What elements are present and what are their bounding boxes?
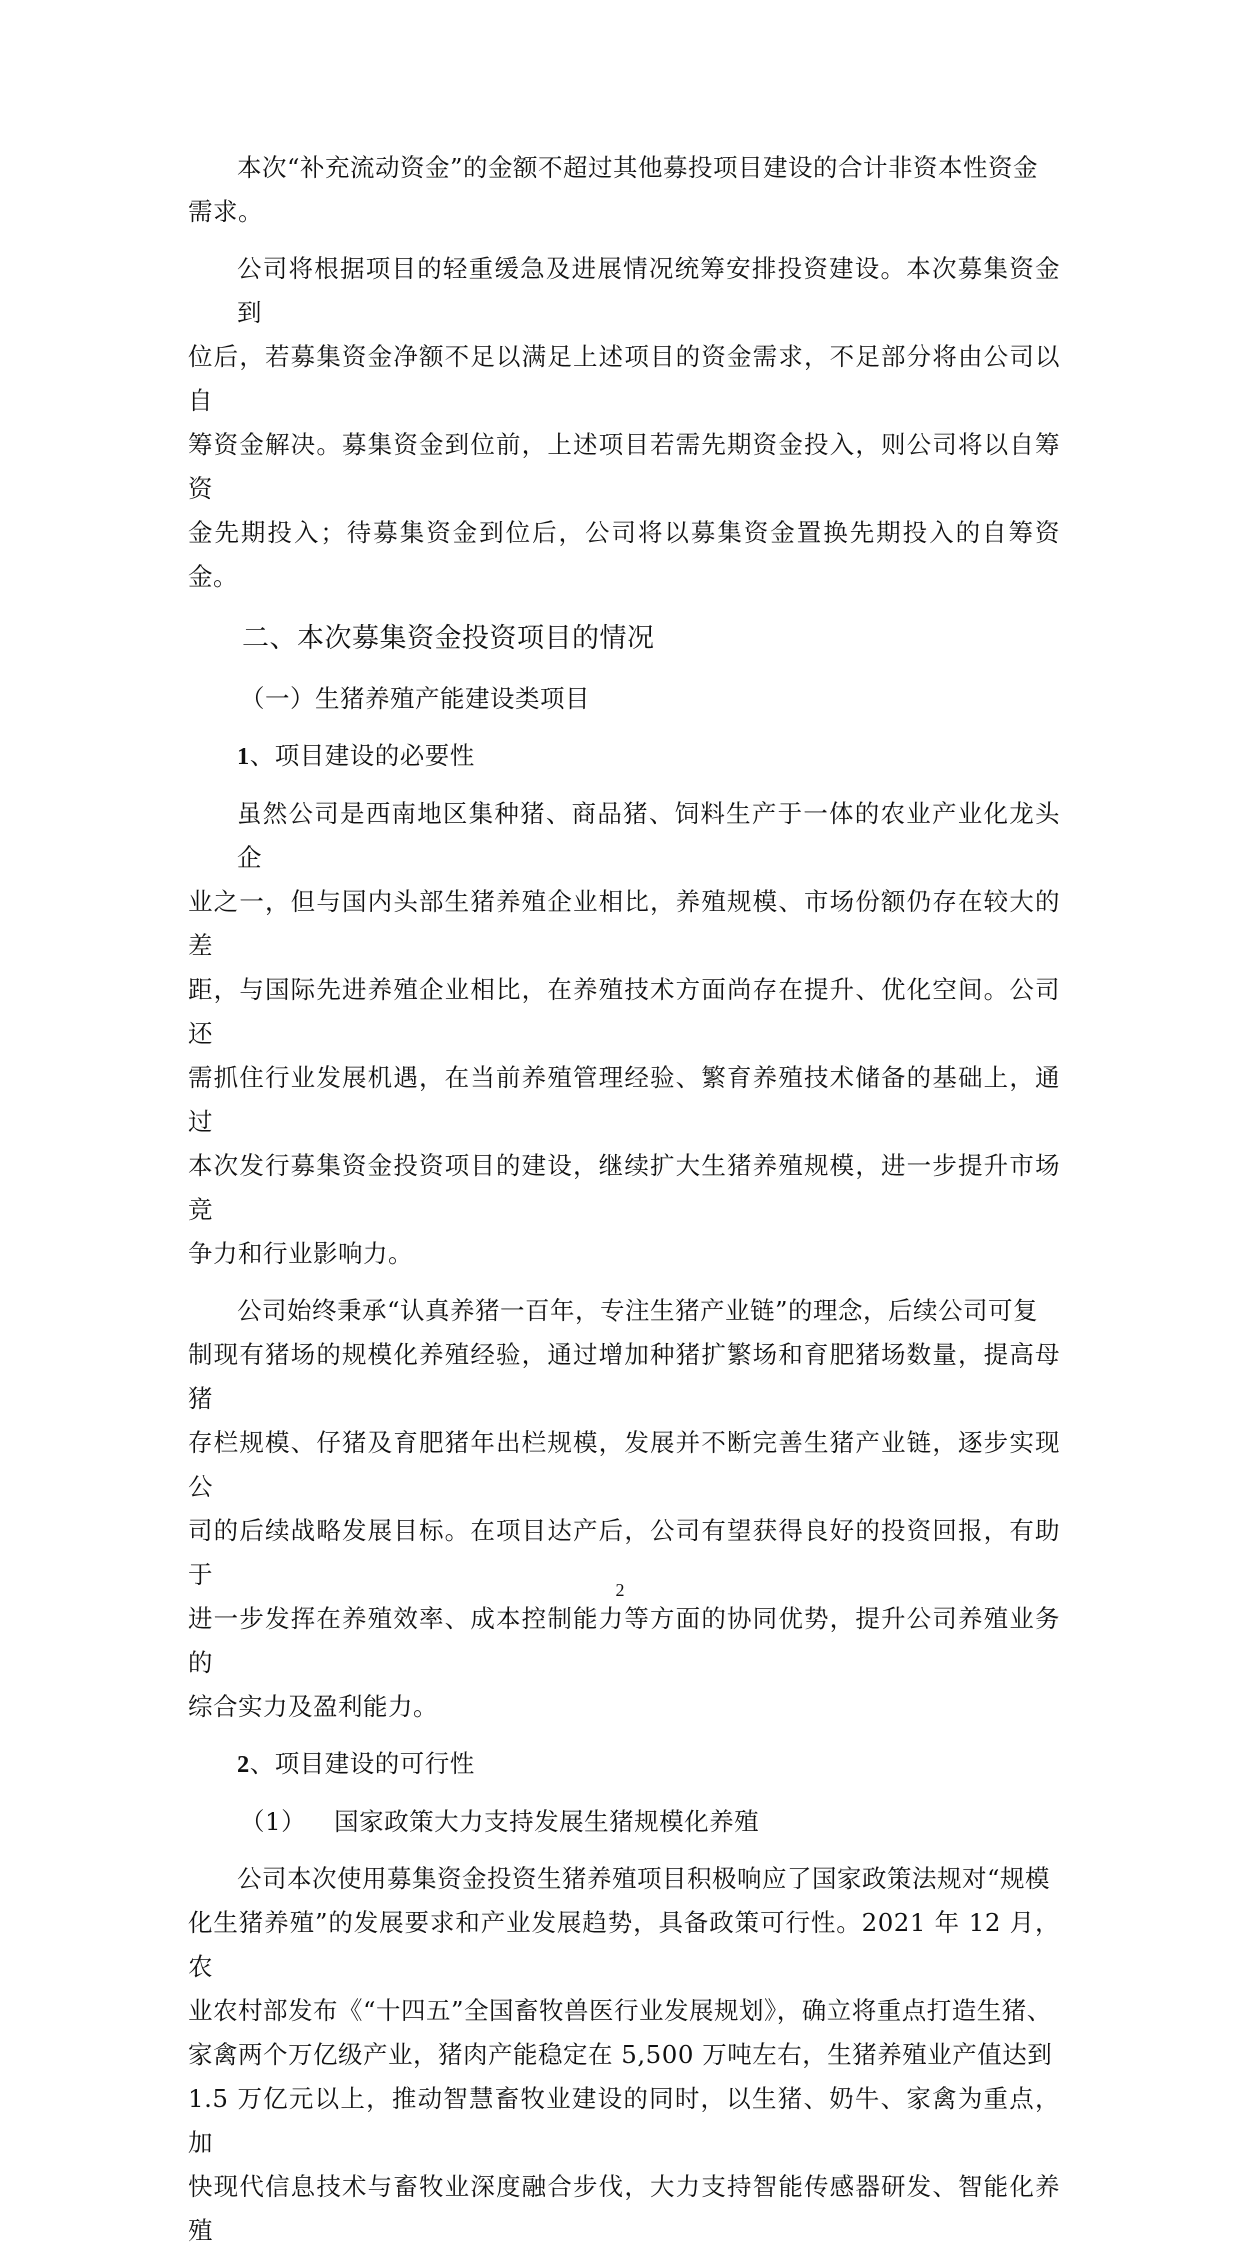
text-line: 进一步发挥在养殖效率、成本控制能力等方面的协同优势，提升公司养殖业务的	[188, 1604, 1060, 1677]
text-line: 快现代信息技术与畜牧业深度融合步伐，大力支持智能传感器研发、智能化养殖	[188, 2172, 1060, 2245]
text-line: 业之一，但与国内头部生猪养殖企业相比，养殖规模、市场份额仍存在较大的差	[188, 887, 1060, 960]
item-heading-necessity	[188, 734, 1060, 779]
text-line: 业农村部发布《“十四五”全国畜牧兽医行业发展规划》，确立将重点打造生猪、	[188, 1996, 1052, 2025]
paragraph-policy	[188, 1857, 1060, 2253]
text-line: 虽然公司是西南地区集种猪、商品猪、饲料生产于一体的农业产业化龙头企	[237, 799, 1060, 872]
text-line: 公司本次使用募集资金投资生猪养殖项目积极响应了国家政策法规对“规模	[237, 1864, 1051, 1893]
text-line: 需抓住行业发展机遇，在当前养殖管理经验、繁育养殖技术储备的基础上，通过	[188, 1063, 1060, 1136]
text-line: 位后，若募集资金净额不足以满足上述项目的资金需求，不足部分将由公司以自	[188, 342, 1060, 415]
text-line: 距，与国际先进养殖企业相比，在养殖技术方面尚存在提升、优化空间。公司还	[188, 975, 1060, 1048]
paragraph-working-capital	[188, 146, 1060, 234]
text-line: 综合实力及盈利能力。	[188, 1692, 438, 1721]
sub-item-title: 国家政策大力支持发展生猪规模化养殖	[334, 1807, 760, 1836]
item-number: 1	[237, 743, 250, 770]
text-line: 公司将根据项目的轻重缓急及进展情况统筹安排投资建设。本次募集资金到	[237, 254, 1060, 327]
sub-item-heading-policy	[188, 1800, 1060, 1844]
text-line: 司的后续战略发展目标。在项目达产后，公司有望获得良好的投资回报，有助于	[188, 1516, 1060, 1589]
text-line: 筹资金解决。募集资金到位前，上述项目若需先期资金投入，则公司将以自筹资	[188, 430, 1060, 503]
page-number: 2	[615, 1580, 625, 1600]
item-title: 、项目建设的必要性	[249, 741, 475, 770]
text-line: 家禽两个万亿级产业，猪肉产能稳定在 5,500 万吨左右，生猪养殖业产值达到	[188, 2040, 1053, 2069]
text-line: 金先期投入；待募集资金到位后，公司将以募集资金置换先期投入的自筹资金。	[188, 518, 1060, 591]
item-number: 2	[237, 1751, 250, 1778]
text-line: 制现有猪场的规模化养殖经验，通过增加种猪扩繁场和育肥猪场数量，提高母猪	[188, 1340, 1060, 1413]
item-heading-feasibility	[188, 1742, 1060, 1787]
text-line: 化生猪养殖”的发展要求和产业发展趋势，具备政策可行性。2021 年 12 月，农	[188, 1908, 1060, 1981]
text-line: 争力和行业影响力。	[188, 1239, 413, 1268]
paragraph-strategy	[188, 1289, 1060, 1729]
section-heading: 二、本次募集资金投资项目的情况	[242, 623, 655, 654]
item-title: 、项目建设的可行性	[249, 1749, 475, 1778]
text-line: 公司始终秉承“认真养猪一百年，专注生猪产业链”的理念，后续公司可复	[237, 1296, 1039, 1325]
subsection-heading: （一）生猪养殖产能建设类项目	[240, 684, 590, 713]
text-line: 需求。	[188, 197, 263, 226]
paragraph-fund-arrangement	[188, 247, 1060, 599]
paragraph-necessity	[188, 792, 1060, 1276]
document-body	[188, 146, 1060, 2266]
text-line: 本次发行募集资金投资项目的建设，继续扩大生猪养殖规模，进一步提升市场竞	[188, 1151, 1060, 1224]
sub-item-number: （1）	[240, 1807, 307, 1836]
text-line: 1.5 万亿元以上，推动智慧畜牧业建设的同时，以生猪、奶牛、家禽为重点，加	[188, 2084, 1060, 2157]
text-line: 存栏规模、仔猪及育肥猪年出栏规模，发展并不断完善生猪产业链，逐步实现公	[188, 1428, 1060, 1501]
text-line: 本次“补充流动资金”的金额不超过其他募投项目建设的合计非资本性资金	[237, 153, 1039, 182]
